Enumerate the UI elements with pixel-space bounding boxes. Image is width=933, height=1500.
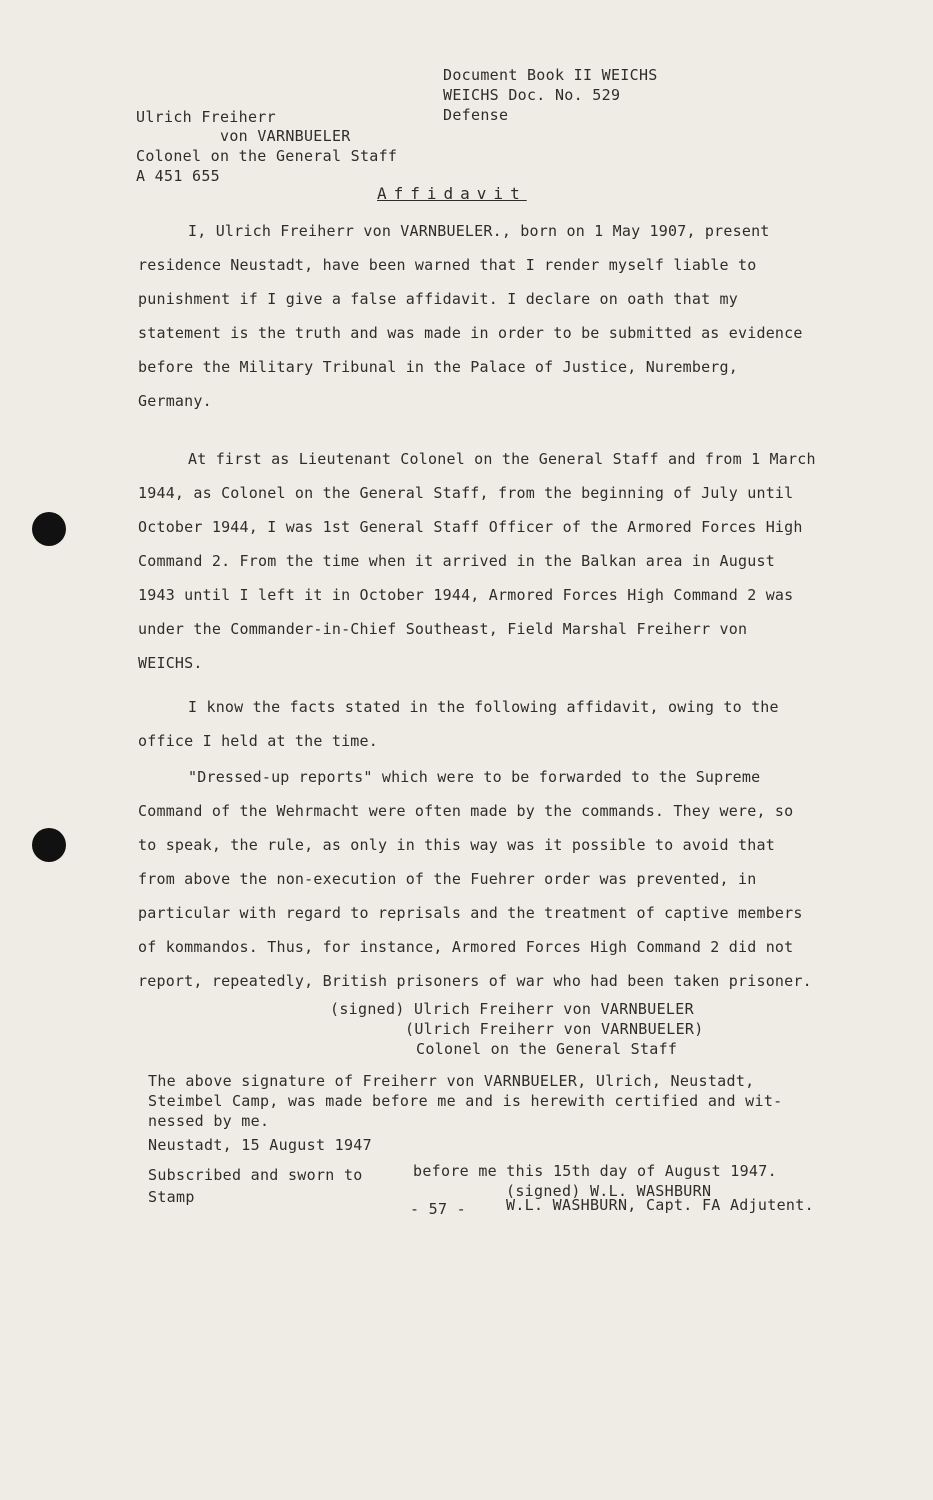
paragraph-reports: "Dressed-up reports" which were to be forwarded to the Supreme Command of the Wehrmacht were often made by the commands. They were, so to speak, the rule, as only in this way was it possible to avoid that from above the non-execution of the Fuehrer order was prevented, in particular with regard to reprisals and the treatment of captive members of kommandos. Thus, for instance, Armored Forces High Command 2 did not report, repeatedly, British prisoners of war who had been taken prisoner.	[138, 768, 812, 990]
certification-line1: The above signature of Freiherr von VARNBUELER, Ulrich, Neustadt,	[148, 1072, 755, 1090]
document-title: Affidavit	[377, 184, 527, 203]
witness-officer: W.L. WASHBURN, Capt. FA Adjutent.	[506, 1196, 814, 1214]
paragraph-oath: I, Ulrich Freiherr von VARNBUELER., born on 1 May 1907, present residence Neustadt, have been warned that I render myself liable to punishment if I give a false affidavit. I declare on oath that my statement is the truth and was made in order to be submitted as evidence before the Military Tribunal in the Palace of Justice, Nuremberg, Germany.	[138, 222, 803, 410]
affiant-name-line1: Ulrich Freiherr	[136, 108, 276, 126]
affiant-name-line2: von VARNBUELER	[220, 127, 351, 145]
defense-label: Defense	[443, 106, 509, 124]
subscribed-label: Subscribed and sworn to	[148, 1166, 363, 1184]
paragraph-office: I know the facts stated in the following affidavit, owing to the office I held at the time.	[138, 698, 779, 750]
affiant-id: A 451 655	[136, 167, 220, 185]
punch-hole-top	[32, 512, 66, 546]
certification-place-date: Neustadt, 15 August 1947	[148, 1136, 372, 1154]
witness-signed: (signed) W.L. WASHBURN	[506, 1182, 712, 1200]
certification-line3: nessed by me.	[148, 1112, 270, 1130]
document-number: WEICHS Doc. No. 529	[443, 86, 621, 104]
document-book-label: Document Book II WEICHS	[443, 66, 658, 84]
certification-line2: Steimbel Camp, was made before me and is herewith certified and wit-	[148, 1092, 783, 1110]
affiant-rank: Colonel on the General Staff	[136, 147, 398, 165]
affidavit-body-4	[138, 760, 818, 998]
signature-name: (Ulrich Freiherr von VARNBUELER)	[405, 1020, 704, 1038]
stamp-label: Stamp	[148, 1188, 195, 1206]
signature-signed: (signed) Ulrich Freiherr von VARNBUELER	[330, 1000, 694, 1018]
affidavit-body-2	[138, 442, 818, 680]
signature-rank: Colonel on the General Staff	[416, 1040, 678, 1058]
paragraph-service: At first as Lieutenant Colonel on the General Staff and from 1 March 1944, as Colonel on the General Staff, from the beginning of July until October 1944, I was 1st General Staff Officer of the Armored Forces High Command 2. From the time when it arrived in the Balkan area in August 1943 until I left it in October 1944, Armored Forces High Command 2 was under the Commander-in-Chief Southeast, Field Marshal Freiherr von WEICHS.	[138, 450, 816, 672]
punch-hole-bottom	[32, 828, 66, 862]
before-me-text: before me this 15th day of August 1947.	[413, 1162, 777, 1180]
page-number: - 57 -	[410, 1200, 466, 1218]
affidavit-body-3	[138, 690, 818, 758]
affidavit-body	[138, 214, 818, 418]
